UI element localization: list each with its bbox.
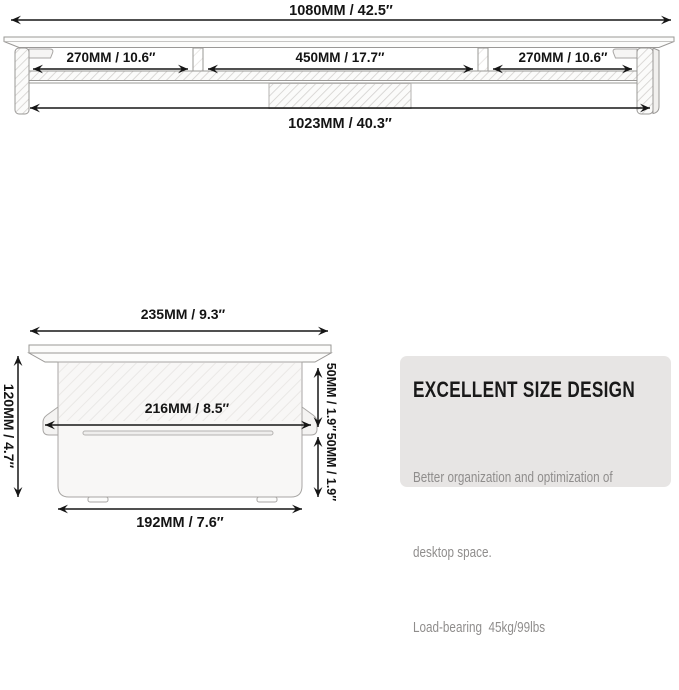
info-panel-line3: Load-bearing 45kg/99lbs [413,619,546,636]
side-top-slab-chamfer [29,353,331,362]
dim-label-top-depth: 235MM / 9.3″ [140,306,226,322]
stand-right-bracket [613,49,637,58]
stand-left-bracket [29,49,53,58]
side-foot-left [88,497,108,502]
side-view-diagram [0,295,360,533]
info-panel-body [413,415,674,690]
stand-center-block [269,84,411,109]
dim-label-left-section: 270MM / 10.6″ [66,50,156,65]
info-panel-title: EXCELLENT SIZE DESIGN [413,377,636,402]
stand-top-slab [4,37,674,48]
side-right-tab [302,407,317,435]
dim-label-base-depth: 192MM / 7.6″ [136,515,224,531]
stand-right-leg [637,48,653,114]
dim-label-right-section: 270MM / 10.6″ [518,50,608,65]
dim-label-upper-clearance: 50MM / 1.9″ [324,362,338,432]
stand-divider-right [478,48,488,71]
stand-divider-left [193,48,203,71]
info-panel-line1: Better organization and optimization of [413,469,613,486]
side-slot [83,431,273,435]
dim-label-middle-section: 450MM / 17.7″ [295,50,385,65]
side-top-slab [29,345,331,353]
dim-label-inner-depth: 216MM / 8.5″ [144,400,230,416]
front-view-diagram [0,0,679,145]
dim-label-base-width: 1023MM / 40.3″ [288,116,392,132]
info-panel-line2: desktop space. [413,544,492,561]
dim-label-lower-clearance: 50MM / 1.9″ [324,432,338,502]
side-foot-right [257,497,277,502]
stand-shelf [29,71,637,81]
info-panel [400,356,671,636]
stand-left-leg [15,48,29,114]
side-left-tab [43,407,58,435]
dim-label-height: 120MM / 4.7″ [1,383,17,469]
dim-label-overall-width: 1080MM / 42.5″ [289,3,393,19]
stand-right-leg-side-face [653,48,659,114]
